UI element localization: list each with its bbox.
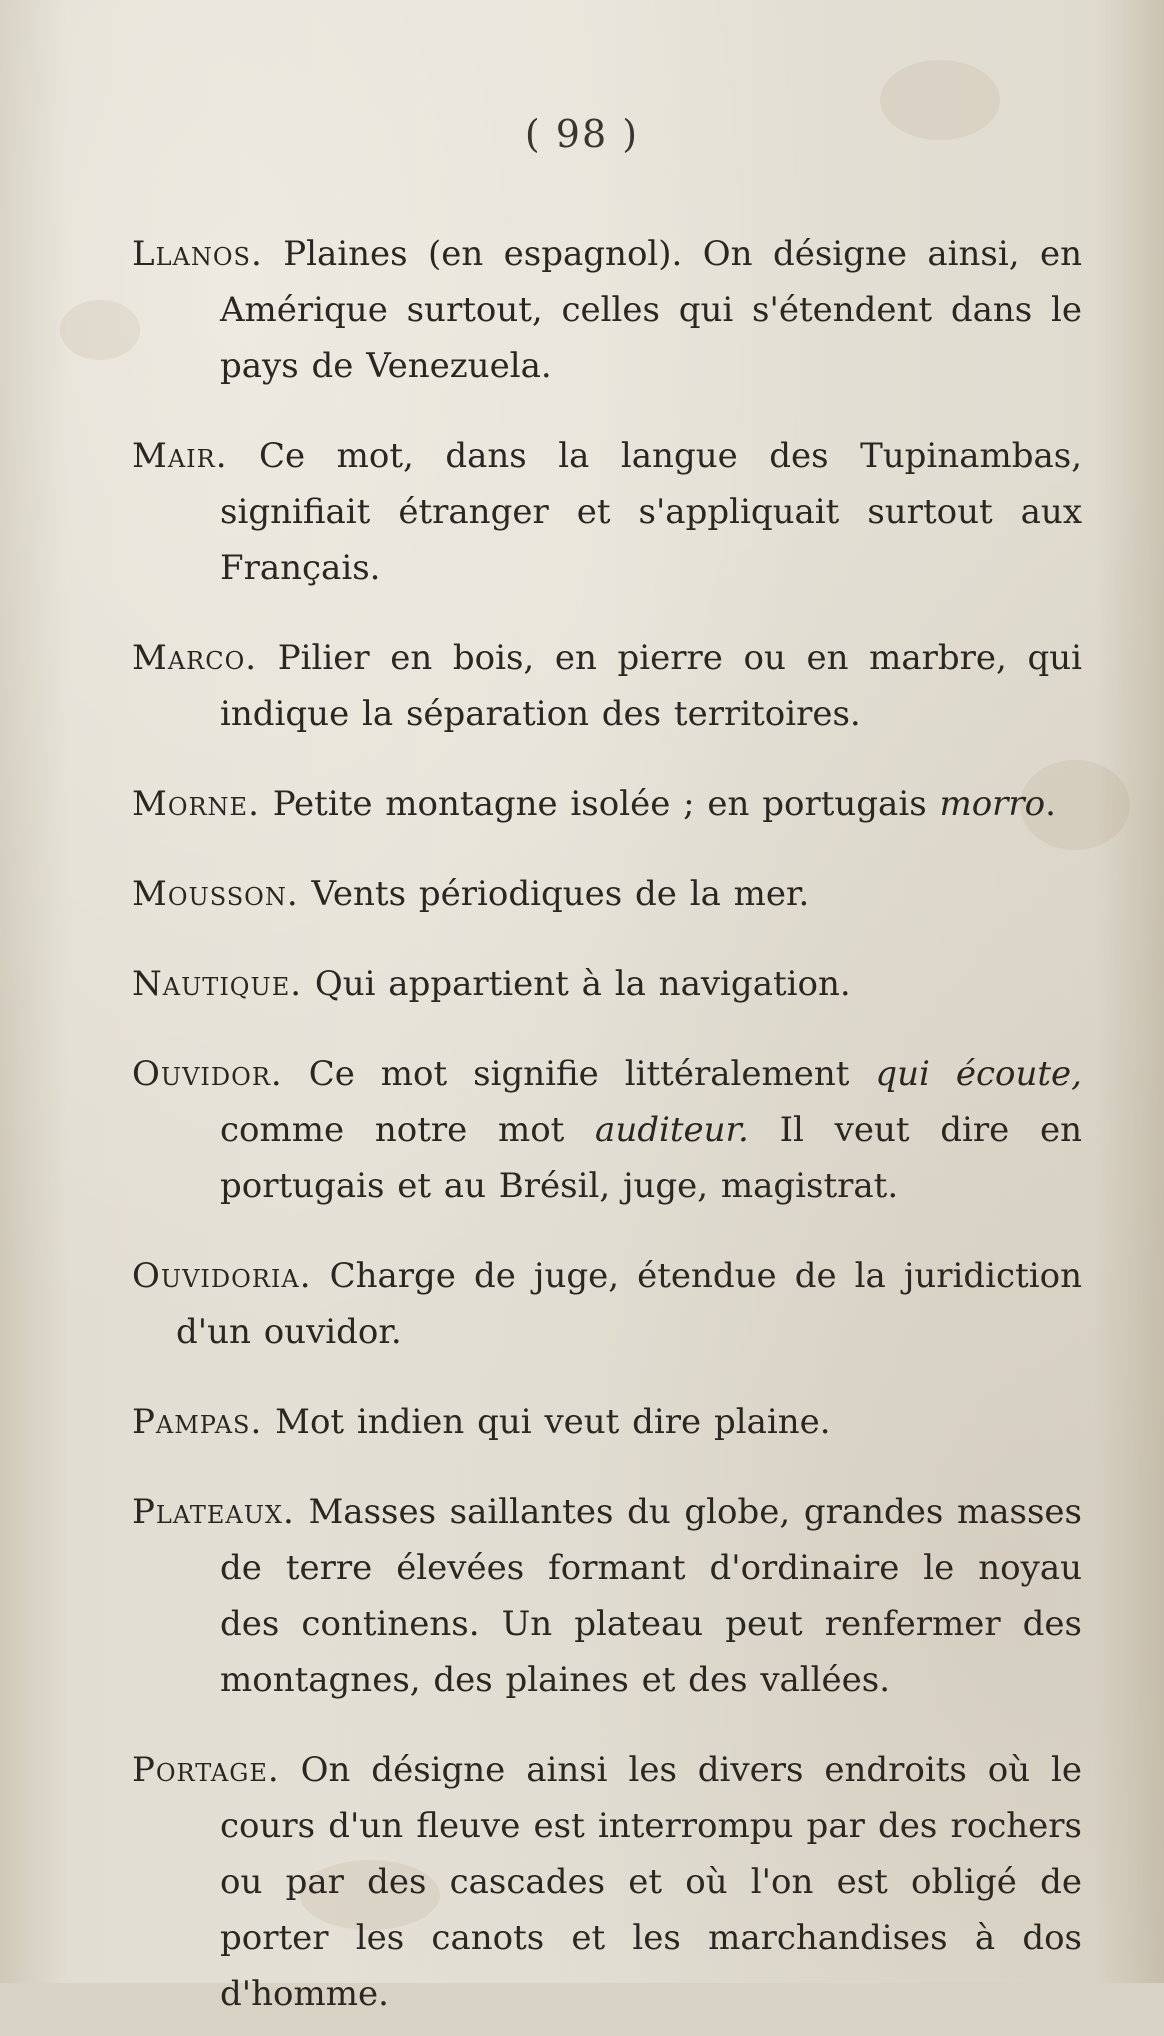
entry-definition: Plaines (en espagnol). On désigne ainsi, en Amérique surtout, celles qui s'étendent dans le pays de Venezuela.	[220, 234, 1082, 386]
entry-definition: Ce mot, dans la langue des Tupinambas, signifiait étranger et s'appliquait surtout aux Français.	[220, 436, 1082, 588]
entry-italic-phrase: qui écoute,	[875, 1054, 1082, 1094]
entry-definition: Petite montagne isolée ; en portugais	[272, 784, 927, 824]
glossary-entry	[132, 1046, 1082, 1214]
glossary-entry	[132, 1484, 1082, 1708]
glossary-entries	[132, 192, 1082, 2036]
entry-term: Mair.	[132, 436, 228, 476]
glossary-entry	[132, 428, 1082, 596]
glossary-entry	[132, 1248, 1082, 1360]
glossary-entry	[132, 956, 1082, 1012]
glossary-entry	[132, 226, 1082, 394]
paper-stain	[60, 300, 140, 360]
entry-definition: Vents périodiques de la mer.	[311, 874, 810, 914]
entry-italic-word: auditeur.	[595, 1110, 749, 1150]
entry-definition-middle: comme notre mot	[220, 1110, 565, 1150]
entry-term: Plateaux.	[132, 1492, 295, 1532]
entry-term: Mousson.	[132, 874, 299, 914]
entry-punctuation: .	[1045, 784, 1056, 824]
entry-definition: Charge de juge, étendue de la juridiction d'un ouvidor.	[176, 1256, 1083, 1352]
entry-term: Ouvidoria.	[132, 1256, 312, 1296]
entry-definition: Masses saillantes du globe, grandes masses de terre élevées formant d'ordinaire le noyau des continens. Un plateau peut renfermer des montagnes, des plaines et des vallées.	[220, 1492, 1082, 1700]
entry-definition-end: Il veut dire en portugais et au Brésil, juge, magistrat.	[220, 1110, 1082, 1206]
entry-term: Morne.	[132, 784, 260, 824]
entry-italic-term: morro	[939, 784, 1046, 824]
entry-definition: Ce mot signifie littéralement	[308, 1054, 850, 1094]
glossary-entry	[132, 1742, 1082, 2022]
entry-term: Nautique.	[132, 964, 303, 1004]
entry-term: Portage.	[132, 1750, 280, 1790]
glossary-entry	[132, 630, 1082, 742]
entry-definition: Pilier en bois, en pierre ou en marbre, qui indique la séparation des territoires.	[220, 638, 1082, 734]
glossary-entry	[132, 776, 1082, 832]
glossary-entry	[132, 866, 1082, 922]
entry-term: Llanos.	[132, 234, 263, 274]
entry-term: Pampas.	[132, 1402, 263, 1442]
entry-definition: Mot indien qui veut dire plaine.	[275, 1402, 831, 1442]
entry-term: Marco.	[132, 638, 258, 678]
entry-term: Ouvidor.	[132, 1054, 283, 1094]
glossary-entry	[132, 1394, 1082, 1450]
page-number: ( 98 )	[524, 112, 640, 156]
entry-definition: On désigne ainsi les divers endroits où le cours d'un fleuve est interrompu par des rochers ou par des cascades et où l'on est obligé de porter les canots et les marchandises à dos d'homme.	[220, 1750, 1083, 2014]
entry-definition: Qui appartient à la navigation.	[314, 964, 851, 1004]
